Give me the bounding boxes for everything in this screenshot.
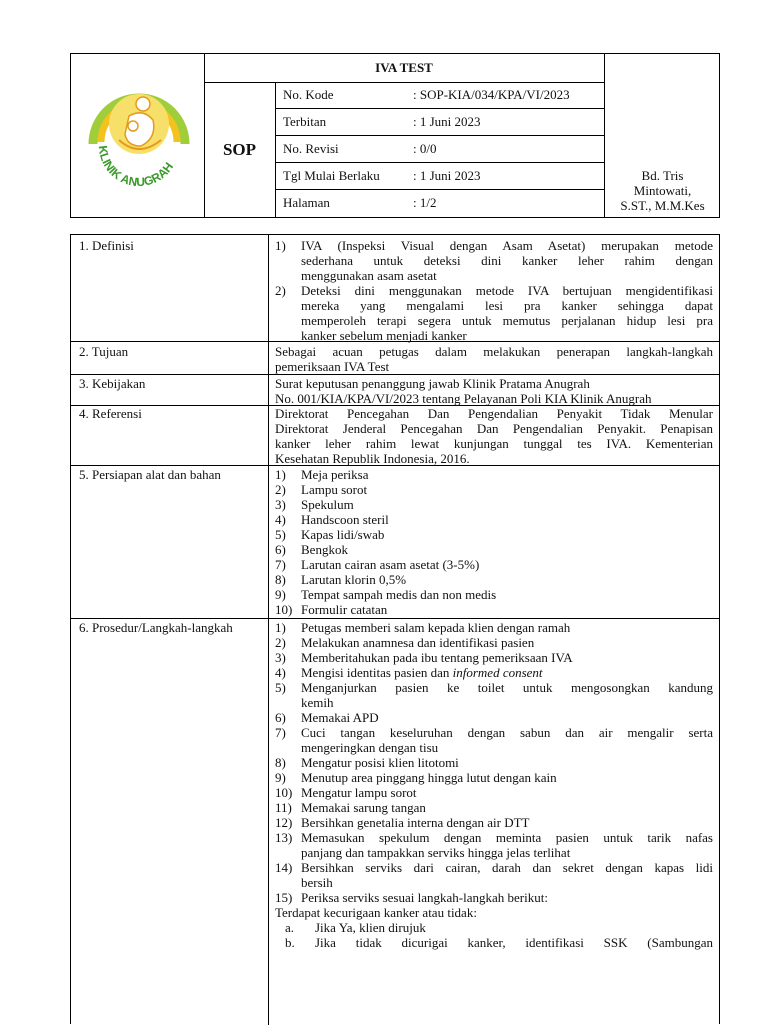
text-line: IVA (Inspeksi Visual dengan Asam Asetat) merupakan metode <box>301 238 713 253</box>
text-line: kemih <box>301 695 334 710</box>
item-text <box>301 620 713 635</box>
item-text <box>301 800 713 815</box>
item-text: Tempat sampah medis dan non medis <box>301 587 497 602</box>
signer-line: S.ST., M.M.Kes <box>620 198 705 213</box>
text-line: Cuci tangan keseluruhan dengan sabun dan air mengalir serta <box>301 725 713 740</box>
item-text <box>301 680 713 710</box>
row-divider <box>71 618 719 619</box>
item-text <box>301 238 713 283</box>
document-title: IVA TEST <box>204 54 605 83</box>
item-number: 15) <box>275 890 293 905</box>
meta-row <box>275 190 604 217</box>
text-line: menggunakan asam asetat <box>301 268 437 283</box>
text-line: Petugas memberi salam kepada klien dengan ramah <box>301 620 571 635</box>
section-text-tujuan <box>275 344 713 374</box>
signer-line: Bd. Tris <box>641 168 684 183</box>
item-number: 9) <box>275 770 286 785</box>
item-number: 12) <box>275 815 293 830</box>
item-text: Larutan klorin 0,5% <box>301 572 407 587</box>
item-number: 1) <box>275 467 286 482</box>
signer-line: Mintowati, <box>633 183 692 198</box>
text-line: pemeriksaan IVA Test <box>275 359 390 374</box>
section-label-persiapan: 5. Persiapan alat dan bahan <box>79 467 221 482</box>
logo-text: KLINIK ANUGRAH <box>95 144 177 190</box>
text-line: mereka yang mengalami lesi pra kanker sehingga dapat <box>301 298 713 313</box>
signer-block <box>604 82 721 217</box>
meta-key: No. Kode <box>283 87 334 102</box>
item-text <box>301 665 713 680</box>
meta-key: Terbitan <box>283 114 327 129</box>
text-line: Menutup area pinggang hingga lutut dengan kain <box>301 770 557 785</box>
text-line: bersih <box>301 875 333 890</box>
item-text <box>301 725 713 755</box>
text-line: panjang dan tampakkan serviks hingga jelas terlihat <box>301 845 571 860</box>
item-text: Handscoon steril <box>301 512 389 527</box>
italic-term: informed consent <box>452 665 543 680</box>
item-text: Spekulum <box>301 497 354 512</box>
text-line: Mengisi identitas pasien dan informed consent <box>301 665 543 680</box>
item-number: 4) <box>275 665 286 680</box>
text-line: Menganjurkan pasien ke toilet untuk mengosongkan kandung <box>301 680 713 695</box>
item-text: Formulir catatan <box>301 602 388 617</box>
sop-header-table <box>70 53 720 218</box>
item-number: 5) <box>275 527 286 542</box>
item-number: 4) <box>275 512 286 527</box>
item-text: Bengkok <box>301 542 348 557</box>
item-text <box>301 710 713 725</box>
section-text-referensi <box>275 406 713 466</box>
text-line: Direktorat Pencegahan Dan Pengendalian Penyakit Tidak Menular <box>275 406 713 421</box>
meta-row <box>275 109 604 136</box>
sop-content-table <box>70 234 720 1024</box>
item-text: Meja periksa <box>301 467 369 482</box>
meta-row <box>275 163 604 190</box>
item-number: 2) <box>275 283 286 298</box>
clinic-logo <box>71 54 205 217</box>
section-label-referensi: 4. Referensi <box>79 406 142 421</box>
text-line: Memasukan spekulum dengan meminta pasien untuk tarik nafas <box>301 830 713 845</box>
meta-value: : 0/0 <box>413 141 437 156</box>
item-number: 8) <box>275 572 286 587</box>
text-line: Sebagai acuan petugas dalam melakukan penerapan langkah-langkah <box>275 344 713 359</box>
item-text <box>301 283 713 343</box>
item-text <box>301 860 713 890</box>
meta-key: Tgl Mulai Berlaku <box>283 168 380 183</box>
item-text <box>301 890 713 905</box>
item-text <box>301 635 713 650</box>
item-number: 7) <box>275 725 286 740</box>
item-number: 13) <box>275 830 293 845</box>
item-text <box>301 770 713 785</box>
item-text <box>301 650 713 665</box>
text-line: kanker leher rahim lewat kunjungan tunggal tes IVA. Kementerian <box>275 436 713 451</box>
text-line: Bersihkan serviks dari cairan, darah dan sekret dengan kapas lidi <box>301 860 713 875</box>
item-number: 9) <box>275 587 286 602</box>
meta-value: : 1 Juni 2023 <box>413 168 481 183</box>
item-number: 7) <box>275 557 286 572</box>
item-number: 5) <box>275 680 286 695</box>
document-meta <box>275 82 605 217</box>
text-line: Direktorat Jenderal Pencegahan Dan Pengendalian Penyakit. Penapisan <box>275 421 713 436</box>
text-line: Periksa serviks sesuai langkah-langkah berikut: <box>301 890 548 905</box>
item-number: 10) <box>275 602 293 617</box>
meta-row <box>275 82 604 109</box>
item-number: 2) <box>275 482 286 497</box>
text-line: Melakukan anamnesa dan identifikasi pasien <box>301 635 535 650</box>
item-text: Kapas lidi/swab <box>301 527 385 542</box>
text-line: No. 001/KIA/KPA/VI/2023 tentang Pelayanan Poli KIA Klinik Anugrah <box>275 391 652 406</box>
item-text <box>301 830 713 860</box>
text-line: memperoleh terapi segera untuk memutus perjalanan hidup lesi pra <box>301 313 713 328</box>
text-line: Memakai APD <box>301 710 379 725</box>
sop-label: SOP <box>204 82 276 217</box>
item-number: 1) <box>275 238 286 253</box>
text-line: sederhana untuk deteksi dini kanker leher rahim dengan <box>301 253 713 268</box>
text-line: Mengatur lampu sorot <box>301 785 417 800</box>
text-line: mengeringkan dengan tisu <box>301 740 439 755</box>
item-letter: b. <box>285 935 295 950</box>
item-number: 3) <box>275 497 286 512</box>
text-line: Kesehatan Republik Indonesia, 2016. <box>275 451 470 466</box>
text-line: Deteksi dini menggunakan metode IVA bertujuan mengidentifikasi <box>301 283 713 298</box>
text-line: Mengatur posisi klien litotomi <box>301 755 459 770</box>
section-label-kebijakan: 3. Kebijakan <box>79 376 146 391</box>
meta-row <box>275 136 604 163</box>
meta-key: Halaman <box>283 195 330 210</box>
item-number: 3) <box>275 650 286 665</box>
meta-value: : 1 Juni 2023 <box>413 114 481 129</box>
item-number: 14) <box>275 860 293 875</box>
item-number: 11) <box>275 800 292 815</box>
item-text: Jika tidak dicurigai kanker, identifikasi SSK (Sambungan <box>315 935 713 950</box>
section-label-prosedur: 6. Prosedur/Langkah-langkah <box>79 620 233 635</box>
section-label-tujuan: 2. Tujuan <box>79 344 129 359</box>
row-divider <box>71 374 719 375</box>
followup-text: Terdapat kecurigaan kanker atau tidak: <box>275 905 477 920</box>
item-number: 2) <box>275 635 286 650</box>
text-line: Surat keputusan penanggung jawab Klinik Pratama Anugrah <box>275 376 590 391</box>
item-number: 8) <box>275 755 286 770</box>
item-number: 1) <box>275 620 286 635</box>
item-number: 10) <box>275 785 293 800</box>
meta-value: : 1/2 <box>413 195 437 210</box>
item-text: Larutan cairan asam asetat (3-5%) <box>301 557 480 572</box>
text-line: Bersihkan genetalia interna dengan air DTT <box>301 815 530 830</box>
text-line: Memberitahukan pada ibu tentang pemeriksaan IVA <box>301 650 573 665</box>
item-text <box>301 815 713 830</box>
meta-value: : SOP-KIA/034/KPA/VI/2023 <box>413 87 570 102</box>
item-text: Lampu sorot <box>301 482 368 497</box>
item-text: Jika Ya, klien dirujuk <box>315 920 426 935</box>
item-text <box>301 785 713 800</box>
item-letter: a. <box>285 920 295 935</box>
section-text-kebijakan <box>275 376 713 406</box>
item-number: 6) <box>275 542 286 557</box>
text-line: Memakai sarung tangan <box>301 800 426 815</box>
logo-emblem-icon <box>71 54 204 217</box>
meta-key: No. Revisi <box>283 141 339 156</box>
column-divider <box>268 235 269 1025</box>
item-text <box>301 755 713 770</box>
text-line: kanker sebelum menjadi kanker <box>301 328 467 343</box>
section-label-definisi: 1. Definisi <box>79 238 134 253</box>
item-number: 6) <box>275 710 286 725</box>
